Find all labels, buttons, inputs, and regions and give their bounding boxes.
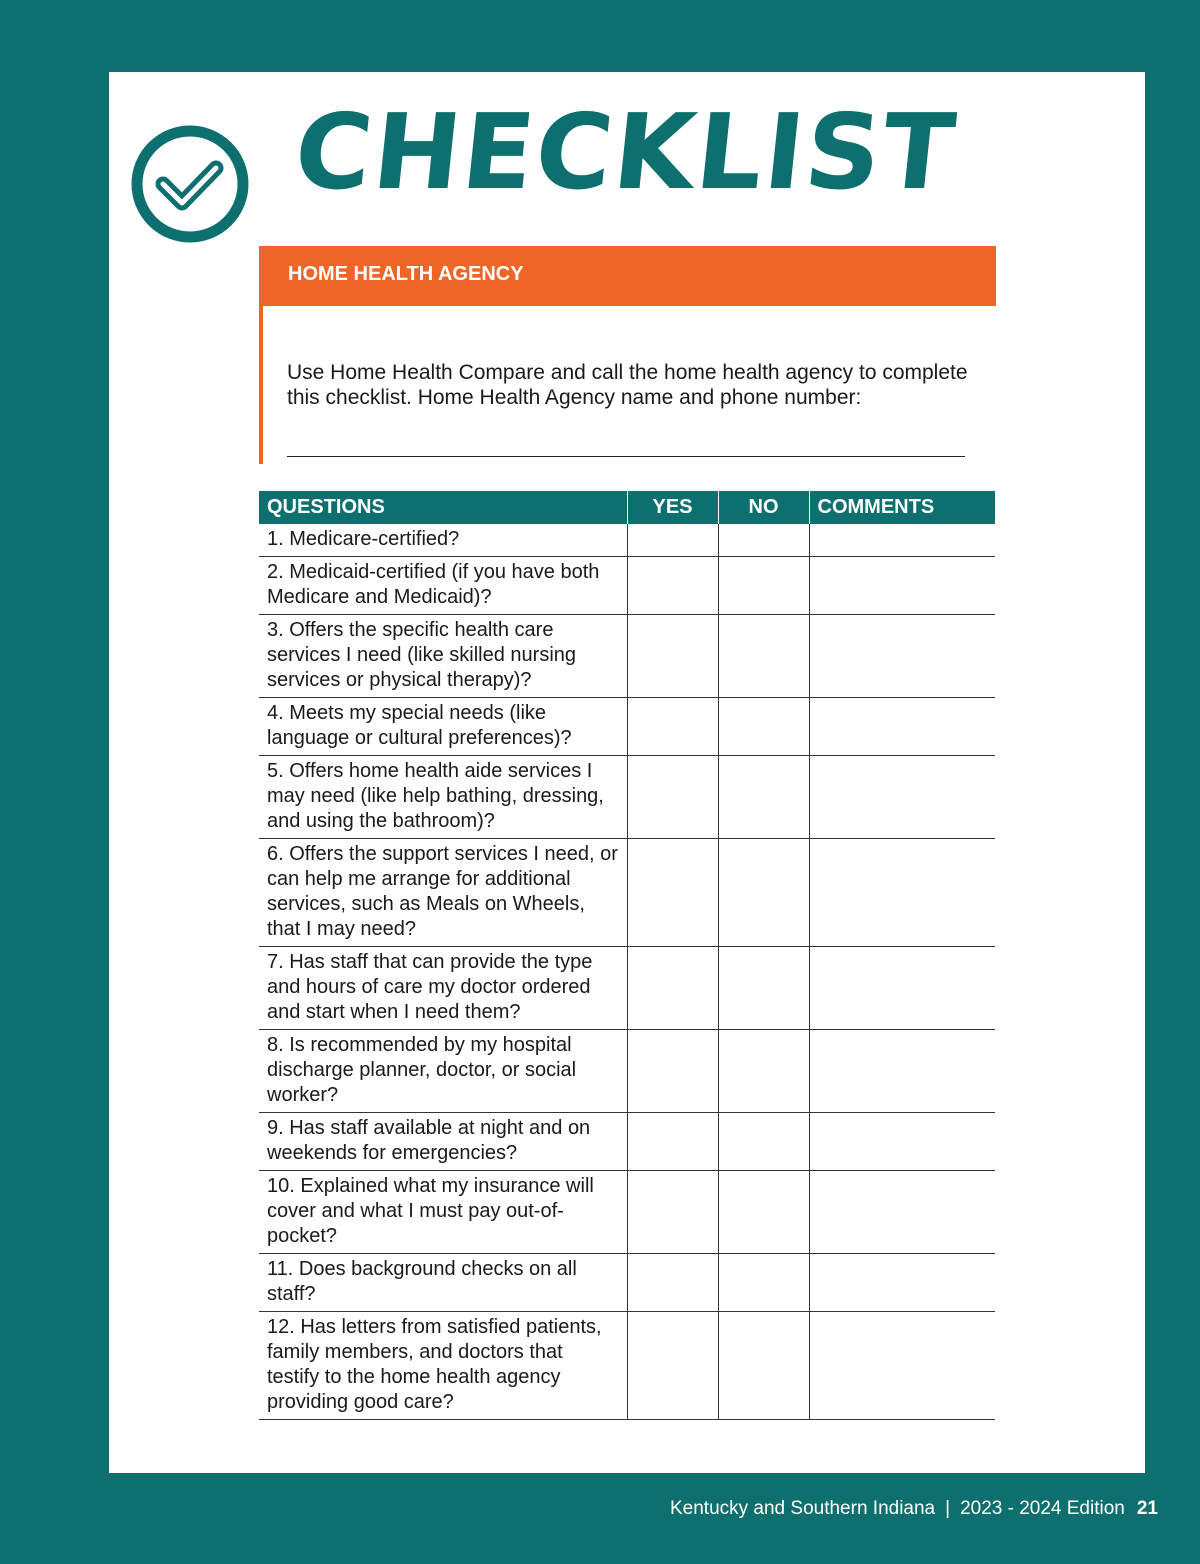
question-cell: 11. Does background checks on all staff? <box>259 1254 627 1312</box>
question-cell: 1. Medicare-certified? <box>259 524 627 557</box>
comments-cell[interactable] <box>809 524 995 557</box>
column-header-questions: QUESTIONS <box>259 491 627 524</box>
table-row <box>259 947 995 1030</box>
footer-separator: | <box>945 1498 951 1519</box>
table-row <box>259 557 995 615</box>
comments-cell[interactable] <box>809 756 995 839</box>
no-cell[interactable] <box>718 615 809 698</box>
table-row <box>259 839 995 947</box>
question-cell: 12. Has letters from satisfied patients, family members, and doctors that testify to the home health agency providing good care? <box>259 1312 627 1420</box>
yes-cell[interactable] <box>627 1113 718 1171</box>
question-cell: 7. Has staff that can provide the type and hours of care my doctor ordered and start when I need them? <box>259 947 627 1030</box>
no-cell[interactable] <box>718 947 809 1030</box>
no-cell[interactable] <box>718 1171 809 1254</box>
no-cell[interactable] <box>718 1113 809 1171</box>
section-title: HOME HEALTH AGENCY <box>288 263 524 285</box>
yes-cell[interactable] <box>627 1254 718 1312</box>
page-footer <box>670 1498 1158 1520</box>
question-cell: 9. Has staff available at night and on weekends for emergencies? <box>259 1113 627 1171</box>
yes-cell[interactable] <box>627 557 718 615</box>
comments-cell[interactable] <box>809 1312 995 1420</box>
question-cell: 6. Offers the support services I need, or can help me arrange for additional services, such as Meals on Wheels, that I may need? <box>259 839 627 947</box>
column-header-comments: COMMENTS <box>809 491 995 524</box>
table-row <box>259 1254 995 1312</box>
section-header <box>259 246 996 306</box>
table-row <box>259 615 995 698</box>
table-row <box>259 756 995 839</box>
no-cell[interactable] <box>718 839 809 947</box>
no-cell[interactable] <box>718 698 809 756</box>
checkmark-circle-icon <box>130 124 250 244</box>
question-cell: 5. Offers home health aide services I may need (like help bathing, dressing, and using the bathroom)? <box>259 756 627 839</box>
no-cell[interactable] <box>718 1312 809 1420</box>
comments-cell[interactable] <box>809 698 995 756</box>
yes-cell[interactable] <box>627 1171 718 1254</box>
comments-cell[interactable] <box>809 1171 995 1254</box>
comments-cell[interactable] <box>809 615 995 698</box>
comments-cell[interactable] <box>809 557 995 615</box>
yes-cell[interactable] <box>627 698 718 756</box>
agency-name-phone-line <box>287 456 965 457</box>
question-cell: 8. Is recommended by my hospital discharge planner, doctor, or social worker? <box>259 1030 627 1113</box>
comments-cell[interactable] <box>809 1030 995 1113</box>
column-header-yes: YES <box>627 491 718 524</box>
column-header-no: NO <box>718 491 809 524</box>
yes-cell[interactable] <box>627 839 718 947</box>
table-row <box>259 698 995 756</box>
comments-cell[interactable] <box>809 1254 995 1312</box>
question-cell: 3. Offers the specific health care services I need (like skilled nursing services or physical therapy)? <box>259 615 627 698</box>
question-cell: 4. Meets my special needs (like language or cultural preferences)? <box>259 698 627 756</box>
no-cell[interactable] <box>718 1030 809 1113</box>
page-number: 21 <box>1136 1498 1158 1519</box>
table-row <box>259 1312 995 1420</box>
table-row <box>259 1113 995 1171</box>
footer-publication: Kentucky and Southern Indiana <box>669 1498 936 1519</box>
no-cell[interactable] <box>718 1254 809 1312</box>
table-row <box>259 524 995 557</box>
table-row <box>259 1171 995 1254</box>
question-cell: 10. Explained what my insurance will cover and what I must pay out-of-pocket? <box>259 1171 627 1254</box>
yes-cell[interactable] <box>627 1312 718 1420</box>
comments-cell[interactable] <box>809 947 995 1030</box>
no-cell[interactable] <box>718 756 809 839</box>
table-row <box>259 1030 995 1113</box>
footer-edition: 2023 - 2024 Edition <box>960 1498 1125 1519</box>
yes-cell[interactable] <box>627 947 718 1030</box>
comments-cell[interactable] <box>809 839 995 947</box>
yes-cell[interactable] <box>627 1030 718 1113</box>
intro-text: Use Home Health Compare and call the home health agency to complete this checklist. Home Health Agency name and phone number: <box>287 361 968 409</box>
section-accent-bar <box>259 306 263 464</box>
table-header-row <box>259 491 995 524</box>
no-cell[interactable] <box>718 524 809 557</box>
comments-cell[interactable] <box>809 1113 995 1171</box>
yes-cell[interactable] <box>627 756 718 839</box>
yes-cell[interactable] <box>627 524 718 557</box>
page-title: CHECKLIST <box>289 91 963 213</box>
question-cell: 2. Medicaid-certified (if you have both Medicare and Medicaid)? <box>259 557 627 615</box>
checklist-table <box>259 491 995 1420</box>
no-cell[interactable] <box>718 557 809 615</box>
yes-cell[interactable] <box>627 615 718 698</box>
